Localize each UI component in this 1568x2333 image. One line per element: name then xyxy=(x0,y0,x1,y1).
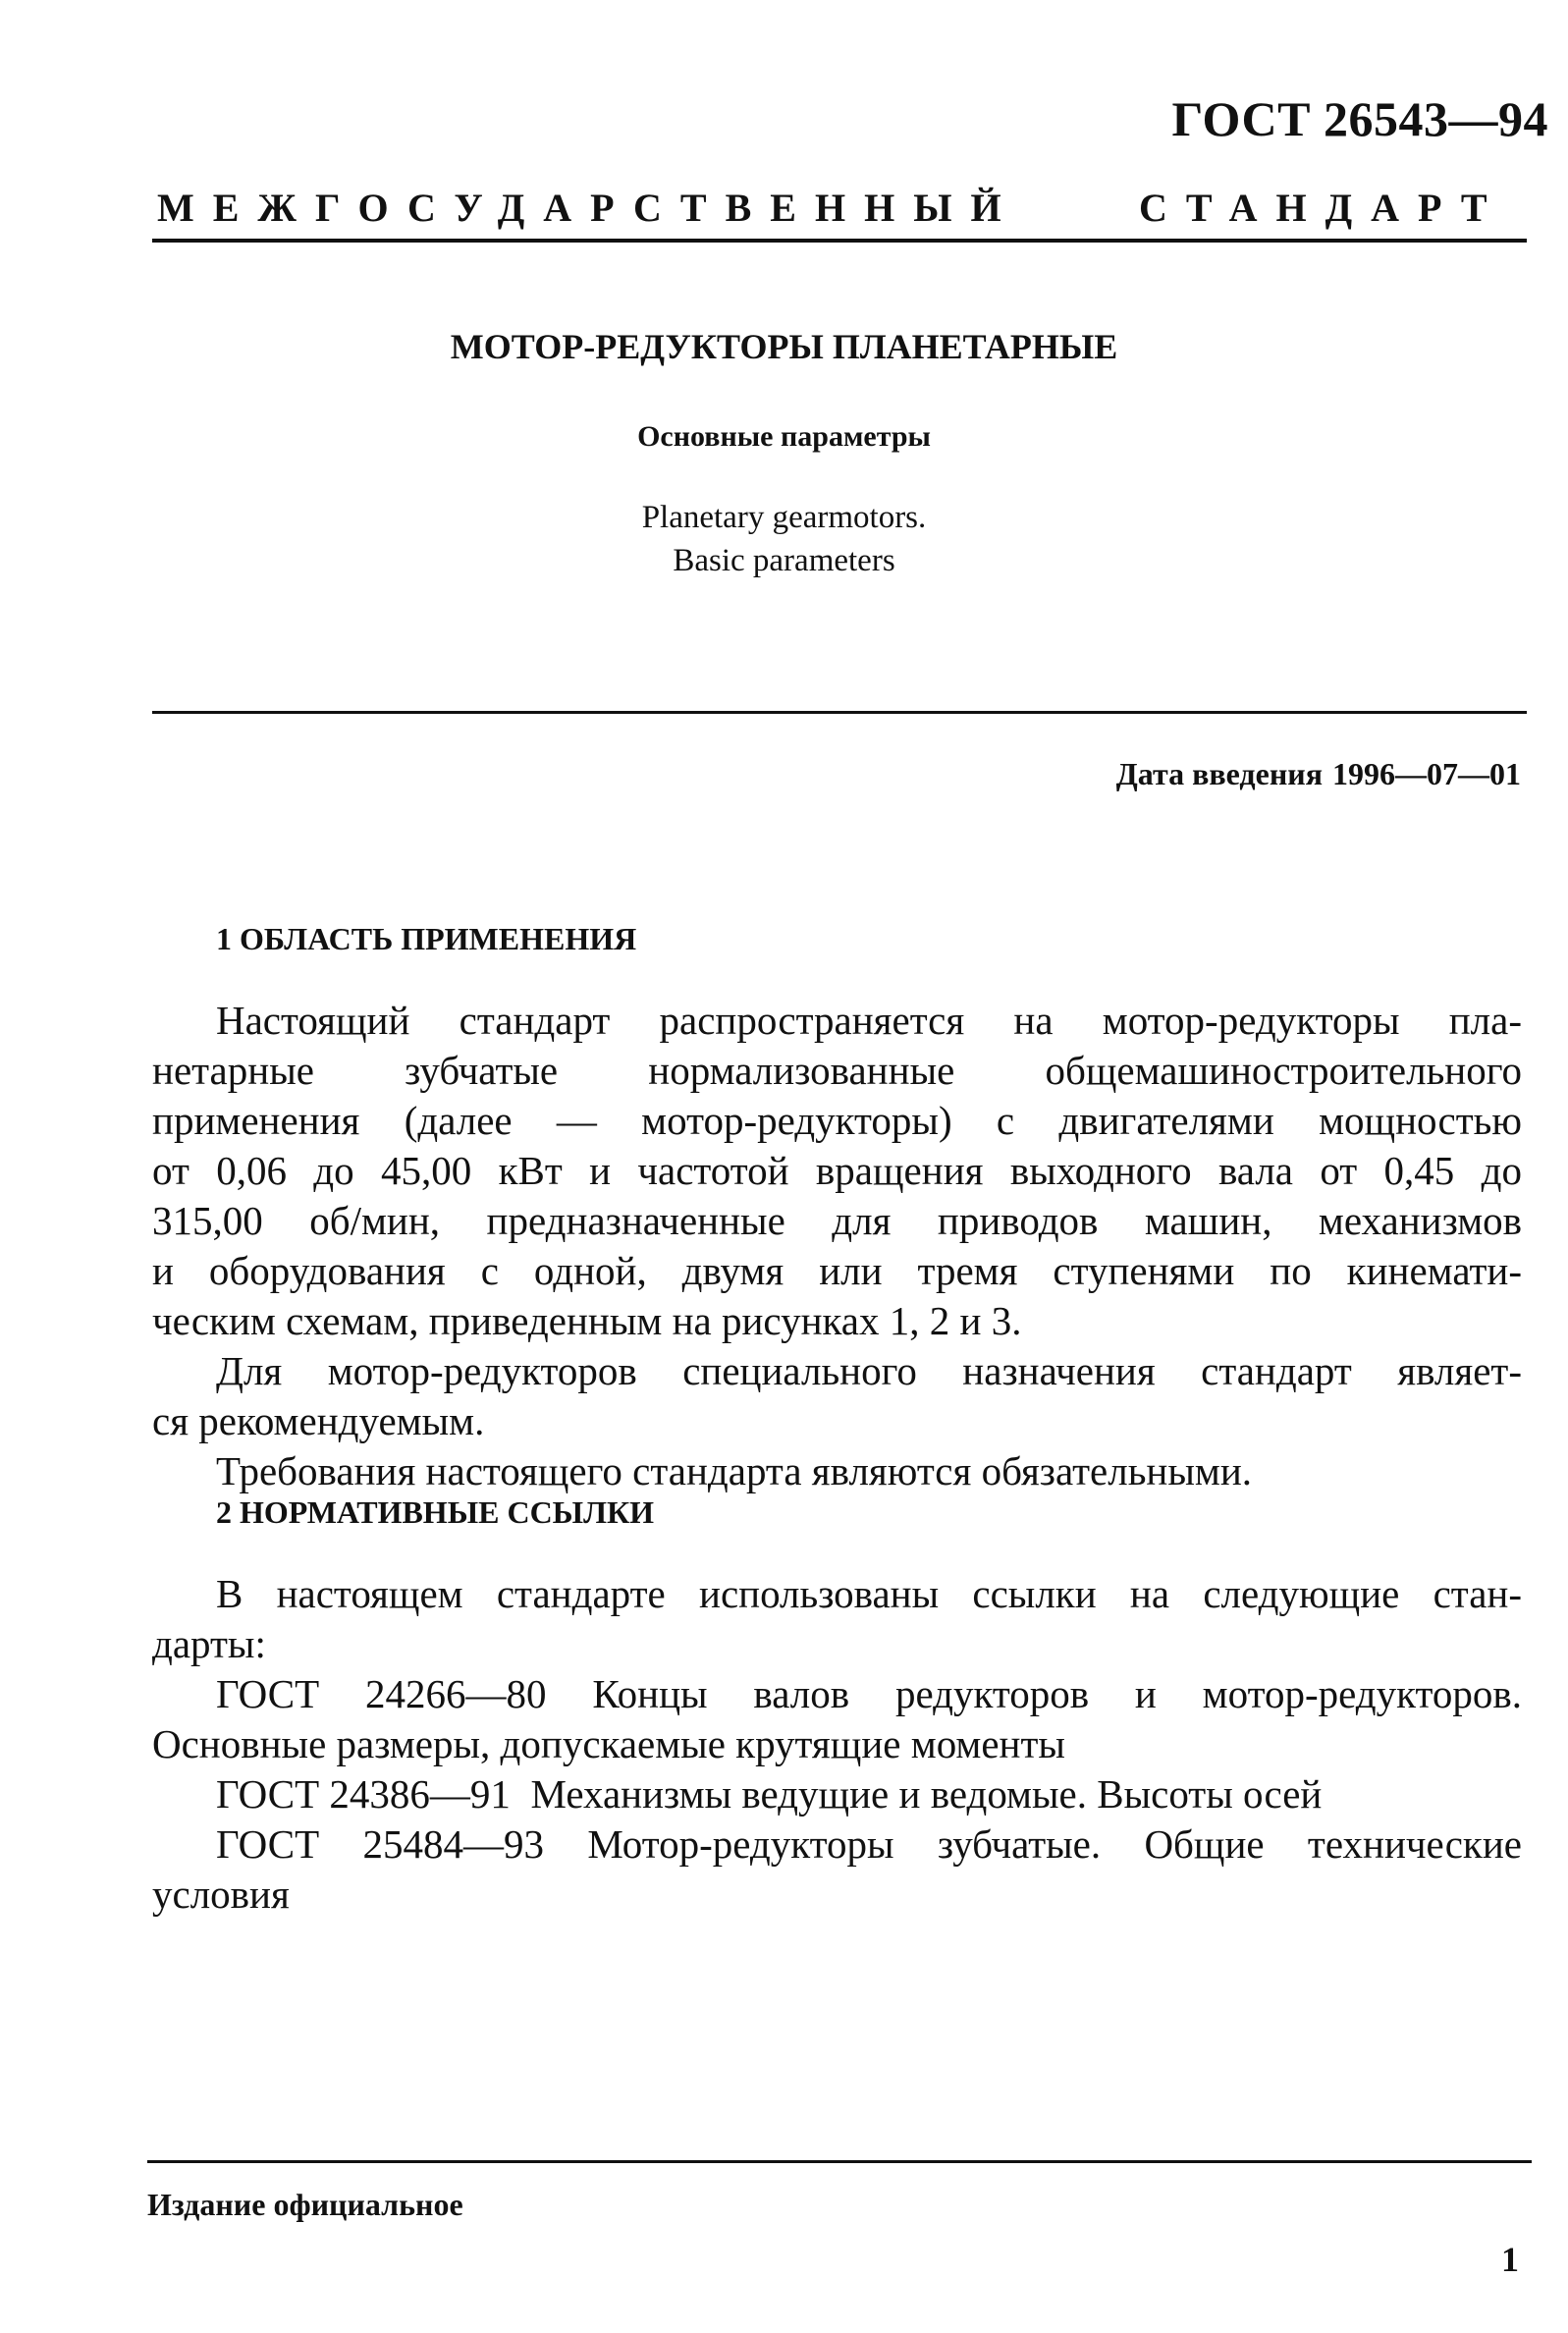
footer-rule xyxy=(147,2160,1532,2163)
text-line: Требования настоящего стандарта являются обязательными. xyxy=(216,1448,1253,1493)
date-label: Дата введения xyxy=(1115,756,1323,791)
edition-note: Издание официальное xyxy=(147,2187,463,2222)
text-line: применения (далее — мотор-редукторы) с двигателями мощностью xyxy=(152,1098,1522,1143)
text-line: и оборудования с одной, двумя или тремя ступенями по кинемати- xyxy=(152,1248,1522,1293)
text-line: 315,00 об/мин, предназначенные для приводов машин, механизмов xyxy=(152,1198,1522,1243)
document-code: ГОСТ 26543—94 xyxy=(1171,91,1548,146)
section-1-body xyxy=(152,996,1522,1496)
text-line: дарты: xyxy=(152,1621,266,1666)
text-line: ческим схемам, приведенным на рисунках 1, 2 и 3. xyxy=(152,1298,1022,1343)
text-line: Настоящий стандарт распространяется на мотор-редукторы пла- xyxy=(216,998,1522,1043)
reference-title: Концы валов редукторов и мотор-редукторов. xyxy=(592,1671,1523,1716)
text-line: Для мотор-редукторов специального назначения стандарт являет- xyxy=(216,1348,1522,1393)
page-number: 1 xyxy=(1501,2240,1519,2279)
reference-entry xyxy=(152,1769,1522,1819)
text-line: нетарные зубчатые нормализованные общемашиностроительного xyxy=(152,1048,1522,1093)
english-title-line: Planetary gearmotors. xyxy=(641,500,927,535)
english-title-line: Basic parameters xyxy=(673,543,895,578)
document-subtitle: Основные параметры xyxy=(637,420,931,453)
header-rule xyxy=(152,239,1527,243)
reference-entry xyxy=(152,1669,1522,1719)
standard-banner xyxy=(157,185,1522,244)
banner-right-text: СТАНДАРТ xyxy=(1139,186,1506,230)
section-2-body xyxy=(152,1569,1522,1920)
reference-title: Мотор-редукторы зубчатые. Общие технические xyxy=(587,1821,1522,1867)
title-rule xyxy=(152,711,1527,714)
section-2-heading: 2 НОРМАТИВНЫЕ ССЫЛКИ xyxy=(216,1494,655,1530)
introduction-date xyxy=(1116,756,1521,792)
document-title: МОТОР-РЕДУКТОРЫ ПЛАНЕТАРНЫЕ xyxy=(450,327,1118,366)
reference-code: ГОСТ 24386—91 xyxy=(216,1771,511,1817)
date-value: 1996—07—01 xyxy=(1332,756,1521,791)
text-line: от 0,06 до 45,00 кВт и частотой вращения выходного вала от 0,45 до xyxy=(152,1148,1522,1193)
reference-continuation: Основные размеры, допускаемые крутящие моменты xyxy=(152,1721,1065,1766)
banner-left-text: МЕЖГОСУДАРСТВЕННЫЙ xyxy=(157,186,1020,230)
reference-code: ГОСТ 25484—93 xyxy=(216,1821,544,1867)
text-line: В настоящем стандарте использованы ссылки на следующие стан- xyxy=(216,1571,1522,1616)
section-1-heading: 1 ОБЛАСТЬ ПРИМЕНЕНИЯ xyxy=(216,921,637,956)
text-line: ся рекомендуемым. xyxy=(152,1398,485,1443)
reference-entry xyxy=(152,1819,1522,1870)
reference-title: Механизмы ведущие и ведомые. Высоты осей xyxy=(530,1771,1323,1817)
reference-code: ГОСТ 24266—80 xyxy=(216,1671,547,1716)
english-title xyxy=(0,496,1568,582)
reference-continuation: условия xyxy=(152,1872,290,1917)
